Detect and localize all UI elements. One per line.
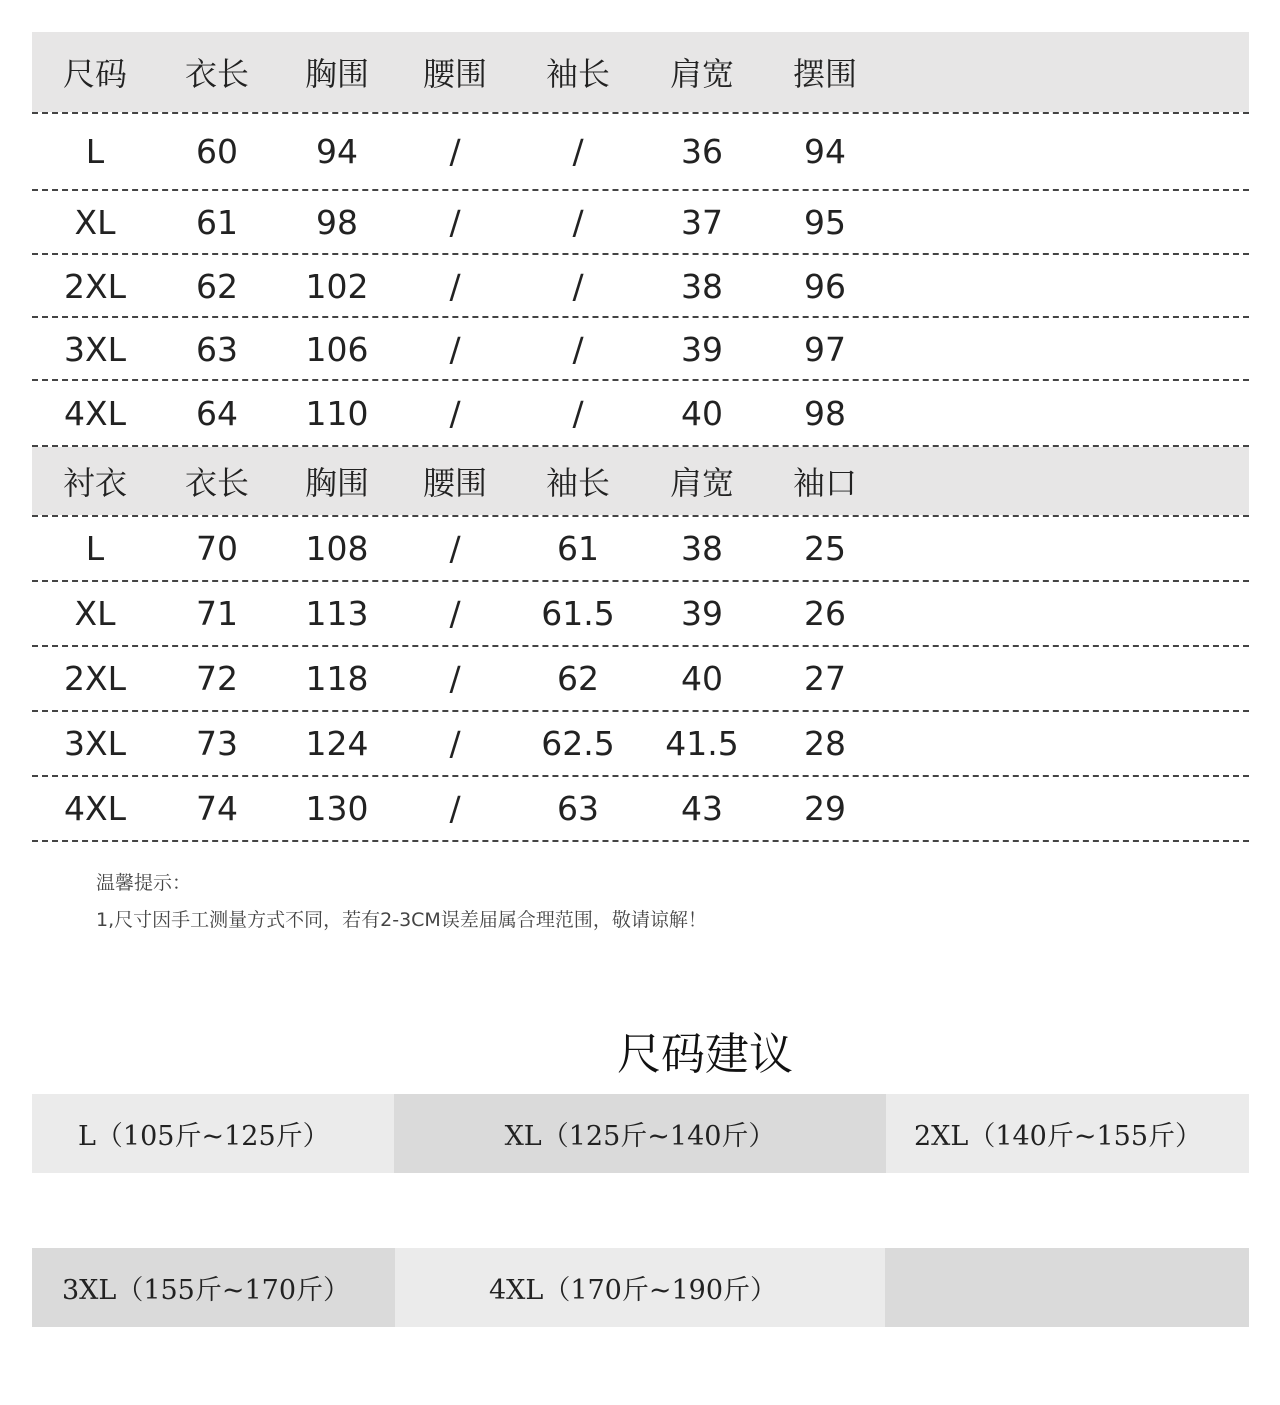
cell: 62.5	[541, 724, 615, 763]
recommendation-title: 尺码建议	[617, 1029, 793, 1080]
cell: /	[449, 724, 461, 763]
cell: 124	[305, 724, 369, 763]
cell: 40	[681, 659, 723, 698]
cell: 97	[804, 329, 846, 369]
header-cell-shoulder: 肩宽	[669, 464, 734, 502]
cell: 108	[305, 529, 369, 568]
cell: 94	[804, 132, 846, 171]
header-cell-sleeve: 袖长	[545, 55, 610, 93]
cell: 98	[804, 393, 846, 433]
cell: 43	[681, 789, 723, 828]
cell: 26	[804, 594, 846, 633]
cell: 113	[305, 594, 369, 633]
recommendation-text: L（105斤~125斤）	[78, 1121, 330, 1152]
header-cell-size: 尺码	[62, 55, 127, 93]
recommendation-cell	[32, 1094, 394, 1173]
divider	[32, 840, 1249, 842]
cell: /	[449, 594, 461, 633]
cell: /	[572, 329, 584, 369]
cell: 2XL	[64, 266, 126, 306]
cell: 130	[305, 789, 369, 828]
table-row	[32, 777, 1249, 840]
cell: /	[572, 393, 584, 433]
cell: L	[85, 132, 105, 171]
cell: 74	[196, 789, 238, 828]
cell: 41.5	[665, 724, 739, 763]
cell: 4XL	[64, 393, 126, 433]
recommendation-text: 3XL（155斤~170斤）	[62, 1275, 351, 1306]
header-cell-waist: 腰围	[422, 55, 487, 93]
cell: 60	[196, 132, 238, 171]
header-cell-hem: 摆围	[792, 55, 857, 93]
cell: 62	[557, 659, 599, 698]
cell: 4XL	[64, 789, 126, 828]
cell: 73	[196, 724, 238, 763]
cell: 106	[305, 329, 369, 369]
tips-notes	[96, 868, 707, 942]
cell: 40	[681, 393, 723, 433]
table-row	[32, 255, 1249, 317]
cell: 3XL	[64, 724, 126, 763]
cell: L	[85, 529, 105, 568]
cell: 63	[196, 329, 238, 369]
table-row	[32, 318, 1249, 380]
cell: 71	[196, 594, 238, 633]
cell: 61	[557, 529, 599, 568]
cell: XL	[74, 594, 116, 633]
header-cell-length: 衣长	[184, 55, 249, 93]
table-row	[32, 517, 1249, 580]
cell: 61	[196, 202, 238, 242]
cell: 25	[804, 529, 846, 568]
size-table-header	[32, 32, 1249, 112]
cell: 64	[196, 393, 238, 433]
cell: 2XL	[64, 659, 126, 698]
cell: 94	[316, 132, 358, 171]
cell: /	[449, 329, 461, 369]
cell: 36	[681, 132, 723, 171]
cell: /	[449, 202, 461, 242]
cell: /	[449, 132, 461, 171]
tips-title: 温馨提示：	[96, 872, 192, 894]
cell: 37	[681, 202, 723, 242]
cell: 102	[305, 266, 369, 306]
size-table	[32, 0, 1249, 845]
cell: /	[572, 202, 584, 242]
header-cell-sleeve: 袖长	[545, 464, 610, 502]
header-cell-waist: 腰围	[422, 464, 487, 502]
recommendation-cell	[395, 1248, 885, 1327]
cell: 38	[681, 266, 723, 306]
cell: XL	[74, 202, 116, 242]
cell: /	[449, 266, 461, 306]
cell: 39	[681, 594, 723, 633]
cell: 61.5	[541, 594, 615, 633]
cell: /	[449, 393, 461, 433]
recommendation-text: XL（125斤~140斤）	[504, 1121, 776, 1152]
recommendation-cell	[886, 1094, 1249, 1173]
recommendation-cell-empty	[885, 1248, 1249, 1327]
cell: 62	[196, 266, 238, 306]
cell: /	[449, 529, 461, 568]
cell: 29	[804, 789, 846, 828]
cell: 110	[305, 393, 369, 433]
table-row	[32, 712, 1249, 775]
cell: /	[572, 132, 584, 171]
recommendation-text: 4XL（170斤~190斤）	[489, 1275, 778, 1306]
recommendation-row	[32, 1094, 1249, 1173]
table-row	[32, 114, 1249, 189]
cell: 28	[804, 724, 846, 763]
table-row	[32, 381, 1249, 445]
cell: 70	[196, 529, 238, 568]
recommendation-cell	[394, 1094, 886, 1173]
cell: 95	[804, 202, 846, 242]
cell: 118	[305, 659, 369, 698]
shirt-table-header	[32, 447, 1249, 515]
cell: 27	[804, 659, 846, 698]
cell: 63	[557, 789, 599, 828]
tips-line: 1,尺寸因手工测量方式不同，若有2-3CM误差届属合理范围，敬请谅解！	[96, 909, 707, 931]
header-cell-length: 衣长	[184, 464, 249, 502]
header-cell-shirt: 衬衣	[62, 464, 127, 502]
table-row	[32, 582, 1249, 645]
header-cell-cuff: 袖口	[792, 464, 857, 502]
header-cell-chest: 胸围	[304, 55, 369, 93]
cell: /	[449, 789, 461, 828]
header-cell-chest: 胸围	[304, 464, 369, 502]
recommendation-cell	[32, 1248, 395, 1327]
table-row	[32, 647, 1249, 710]
cell: 38	[681, 529, 723, 568]
recommendation-text: 2XL（140斤~155斤）	[914, 1121, 1203, 1152]
table-row	[32, 191, 1249, 253]
recommendation-row	[32, 1248, 1249, 1327]
cell: 96	[804, 266, 846, 306]
cell: /	[449, 659, 461, 698]
cell: 72	[196, 659, 238, 698]
cell: 3XL	[64, 329, 126, 369]
header-cell-shoulder: 肩宽	[669, 55, 734, 93]
cell: 98	[316, 202, 358, 242]
cell: 39	[681, 329, 723, 369]
cell: /	[572, 266, 584, 306]
